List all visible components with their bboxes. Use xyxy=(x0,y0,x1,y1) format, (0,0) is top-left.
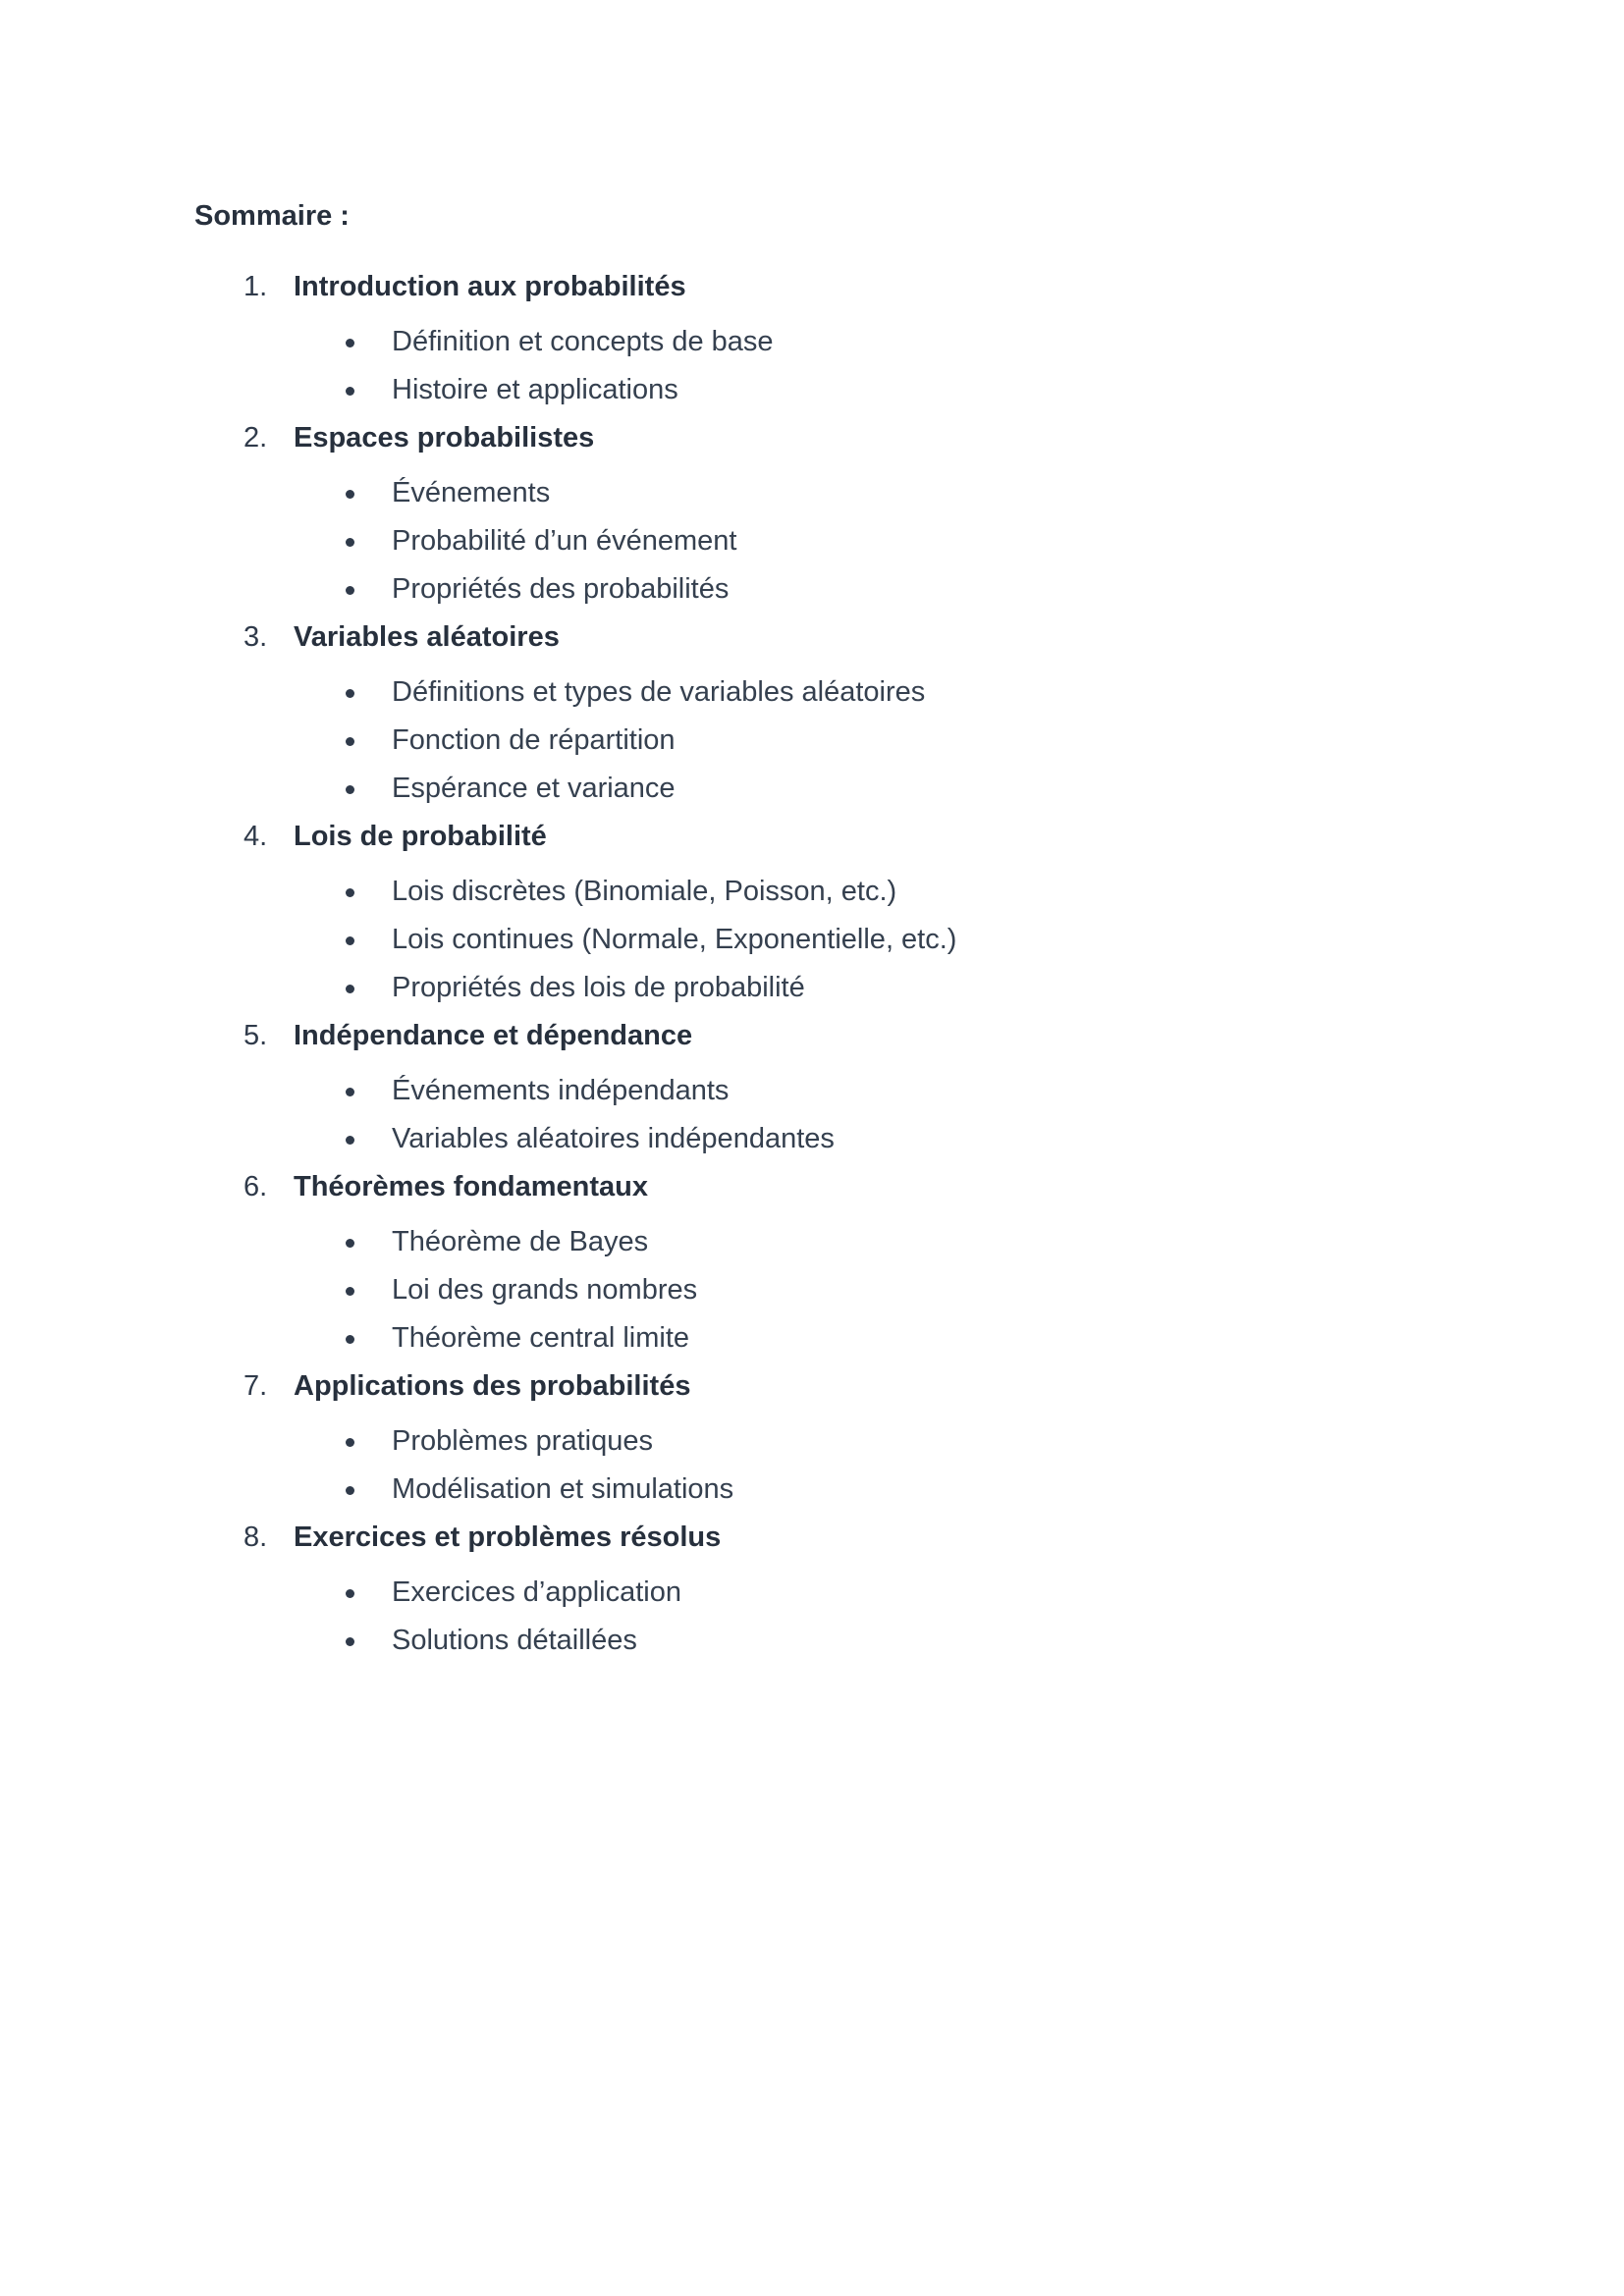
subitem-label: Variables aléatoires indépendantes xyxy=(392,1123,835,1154)
section-heading xyxy=(194,1514,1373,1561)
section-heading xyxy=(194,414,1373,461)
list-item xyxy=(194,1115,1373,1163)
subitem-label: Lois discrètes (Binomiale, Poisson, etc.) xyxy=(392,876,897,907)
bullet-icon xyxy=(346,1637,354,1646)
toc-section-7 xyxy=(194,1362,1373,1514)
list-item xyxy=(194,1266,1373,1314)
toc-section-6 xyxy=(194,1163,1373,1362)
bullet-icon xyxy=(346,586,354,595)
bullet-icon xyxy=(346,339,354,347)
list-item xyxy=(194,1314,1373,1362)
list-item xyxy=(194,668,1373,717)
section-title: Théorèmes fondamentaux xyxy=(294,1171,648,1202)
subitem-list xyxy=(194,318,1373,414)
bullet-icon xyxy=(346,689,354,698)
section-heading xyxy=(194,614,1373,661)
section-list xyxy=(194,263,1373,1665)
list-item xyxy=(194,517,1373,565)
list-item xyxy=(194,964,1373,1012)
subitem-label: Propriétés des probabilités xyxy=(392,573,730,605)
list-item xyxy=(194,318,1373,366)
section-number: 4. xyxy=(244,821,268,852)
section-title: Indépendance et dépendance xyxy=(294,1020,693,1051)
section-number: 8. xyxy=(244,1522,268,1553)
bullet-icon xyxy=(346,1136,354,1145)
section-number: 6. xyxy=(244,1171,268,1202)
subitem-label: Lois continues (Normale, Exponentielle, etc.) xyxy=(392,924,957,955)
bullet-icon xyxy=(346,1438,354,1447)
bullet-icon xyxy=(346,1239,354,1248)
list-item xyxy=(194,1617,1373,1665)
subitem-label: Exercices d’application xyxy=(392,1576,681,1608)
list-item xyxy=(194,916,1373,964)
subitem-label: Définition et concepts de base xyxy=(392,326,774,357)
bullet-icon xyxy=(346,538,354,547)
section-title: Espaces probabilistes xyxy=(294,422,595,454)
section-title: Lois de probabilité xyxy=(294,821,547,852)
subitem-label: Espérance et variance xyxy=(392,773,676,804)
section-title: Variables aléatoires xyxy=(294,621,560,653)
toc-section-4 xyxy=(194,813,1373,1012)
list-item xyxy=(194,366,1373,414)
subitem-label: Événements xyxy=(392,477,551,508)
section-title: Exercices et problèmes résolus xyxy=(294,1522,722,1553)
toc-section-5 xyxy=(194,1012,1373,1163)
section-number: 2. xyxy=(244,422,268,454)
list-item xyxy=(194,868,1373,916)
list-item xyxy=(194,1067,1373,1115)
subitem-list xyxy=(194,1417,1373,1514)
subitem-label: Loi des grands nombres xyxy=(392,1274,698,1306)
list-item xyxy=(194,1218,1373,1266)
bullet-icon xyxy=(346,1486,354,1495)
toc-section-3 xyxy=(194,614,1373,813)
list-item xyxy=(194,1569,1373,1617)
bullet-icon xyxy=(346,1335,354,1344)
subitem-label: Solutions détaillées xyxy=(392,1625,637,1656)
bullet-icon xyxy=(346,785,354,794)
bullet-icon xyxy=(346,490,354,499)
subitem-list xyxy=(194,1218,1373,1362)
section-number: 7. xyxy=(244,1370,268,1402)
section-title: Introduction aux probabilités xyxy=(294,271,686,302)
bullet-icon xyxy=(346,387,354,396)
bullet-icon xyxy=(346,936,354,945)
subitem-label: Problèmes pratiques xyxy=(392,1425,653,1457)
subitem-label: Probabilité d’un événement xyxy=(392,525,737,557)
bullet-icon xyxy=(346,888,354,897)
toc-section-8 xyxy=(194,1514,1373,1665)
toc-section-2 xyxy=(194,414,1373,614)
section-title: Applications des probabilités xyxy=(294,1370,691,1402)
section-heading xyxy=(194,1012,1373,1059)
subitem-list xyxy=(194,868,1373,1012)
subitem-list xyxy=(194,1569,1373,1665)
section-number: 5. xyxy=(244,1020,268,1051)
subitem-label: Événements indépendants xyxy=(392,1075,730,1106)
list-item xyxy=(194,1417,1373,1466)
subitem-list xyxy=(194,469,1373,614)
bullet-icon xyxy=(346,985,354,993)
section-heading xyxy=(194,1163,1373,1210)
bullet-icon xyxy=(346,737,354,746)
list-item xyxy=(194,1466,1373,1514)
subitem-list xyxy=(194,668,1373,813)
section-heading xyxy=(194,813,1373,860)
subitem-label: Définitions et types de variables aléatoires xyxy=(392,676,926,708)
subitem-label: Propriétés des lois de probabilité xyxy=(392,972,805,1003)
list-item xyxy=(194,469,1373,517)
list-item xyxy=(194,717,1373,765)
bullet-icon xyxy=(346,1589,354,1598)
bullet-icon xyxy=(346,1088,354,1096)
subitem-label: Modélisation et simulations xyxy=(392,1473,734,1505)
subitem-label: Théorème de Bayes xyxy=(392,1226,649,1257)
table-of-contents xyxy=(194,192,1373,1665)
section-number: 3. xyxy=(244,621,268,653)
section-heading xyxy=(194,1362,1373,1410)
subitem-label: Fonction de répartition xyxy=(392,724,676,756)
list-item xyxy=(194,565,1373,614)
subitem-list xyxy=(194,1067,1373,1163)
section-heading xyxy=(194,263,1373,310)
subitem-label: Histoire et applications xyxy=(392,374,678,405)
list-item xyxy=(194,765,1373,813)
subitem-label: Théorème central limite xyxy=(392,1322,689,1354)
toc-section-1 xyxy=(194,263,1373,414)
bullet-icon xyxy=(346,1287,354,1296)
section-number: 1. xyxy=(244,271,268,302)
toc-title: Sommaire : xyxy=(194,200,350,232)
